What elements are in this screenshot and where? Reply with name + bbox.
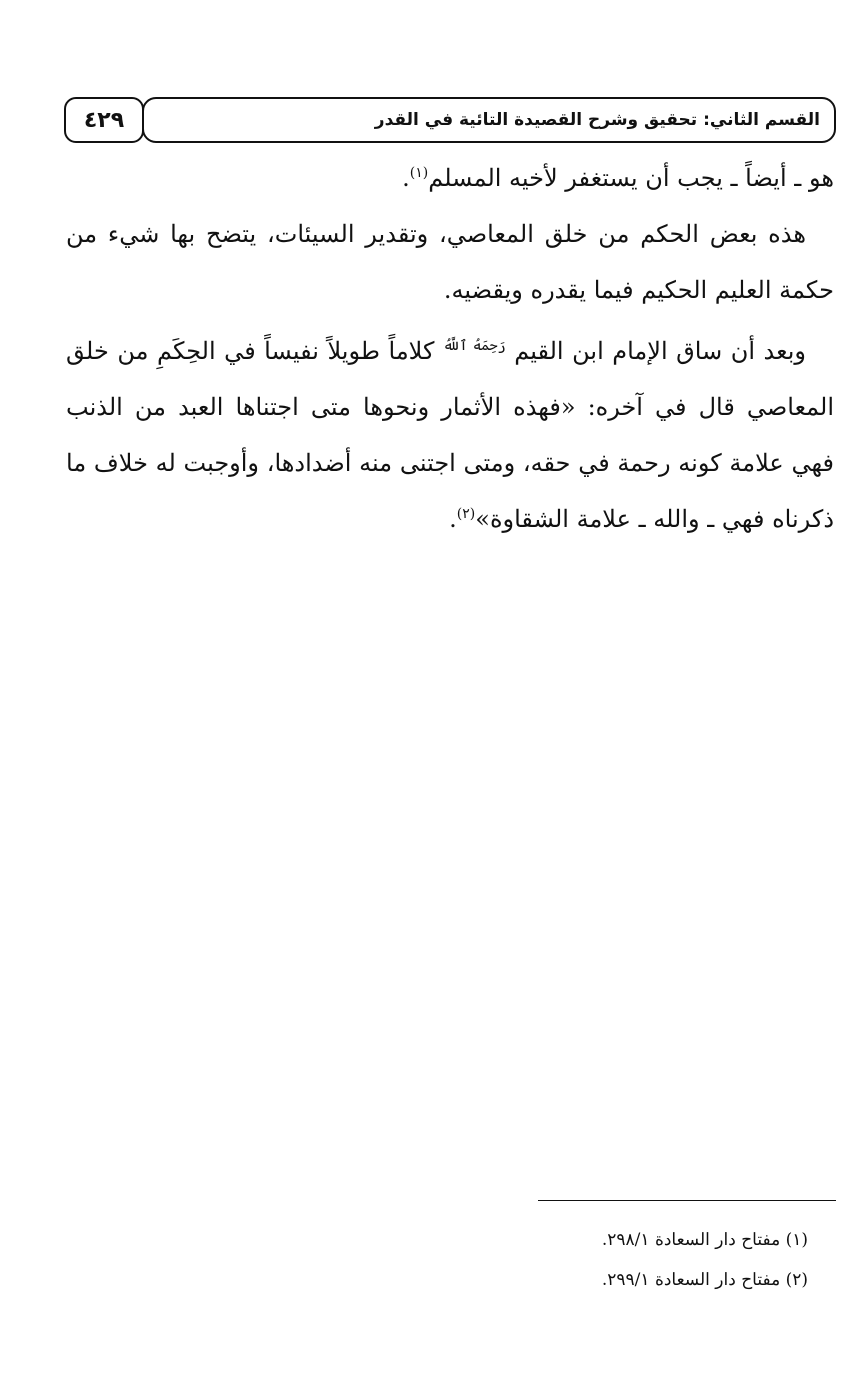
footnote-separator	[538, 1200, 836, 1201]
paragraph-3-text-b: كلاماً طويلاً نفيساً في الحِكَمِ من خلق المعاصي قال في آخره: «فهذه الأثمار ونحوها متى اجتناها العبد من الذنب فهي علامة كونه رحمة في حقه، ومتى اجتنى منه أضدادها، وأوجبت له خلاف ما ذكرناه فهي ـ والله ـ علامة الشقاوة»	[66, 337, 835, 533]
running-title: القسم الثاني: تحقيق وشرح القصيدة التائية في القدر	[142, 97, 836, 143]
footnotes	[208, 1220, 808, 1300]
paragraph-3	[66, 318, 834, 547]
page-header	[64, 97, 836, 143]
paragraph-3-end: .	[449, 505, 457, 533]
paragraph-1-end: .	[402, 164, 410, 192]
body-text	[66, 150, 834, 547]
paragraph-3-text-a: وبعد أن ساق الإمام ابن القيم	[514, 337, 806, 365]
honorific-ligature: رَحِمَهُ ٱللَّهُ	[442, 338, 506, 354]
page-number: ٤٢٩	[64, 97, 144, 143]
footnote-2: (٢) مفتاح دار السعادة ٢٩٩/١.	[601, 1270, 808, 1290]
footnote-ref-1: (١)	[409, 165, 429, 181]
footnote-1: (١) مفتاح دار السعادة ٢٩٨/١.	[601, 1230, 808, 1250]
paragraph-2: هذه بعض الحكم من خلق المعاصي، وتقدير السيئات، يتضح بها شيء من حكمة العليم الحكيم فيما يقدره ويقضيه.	[66, 220, 834, 304]
footnote-ref-2: (٢)	[456, 506, 476, 522]
paragraph-1-text: هو ـ أيضاً ـ يجب أن يستغفر لأخيه المسلم	[428, 164, 834, 192]
paragraph-1	[66, 150, 834, 206]
